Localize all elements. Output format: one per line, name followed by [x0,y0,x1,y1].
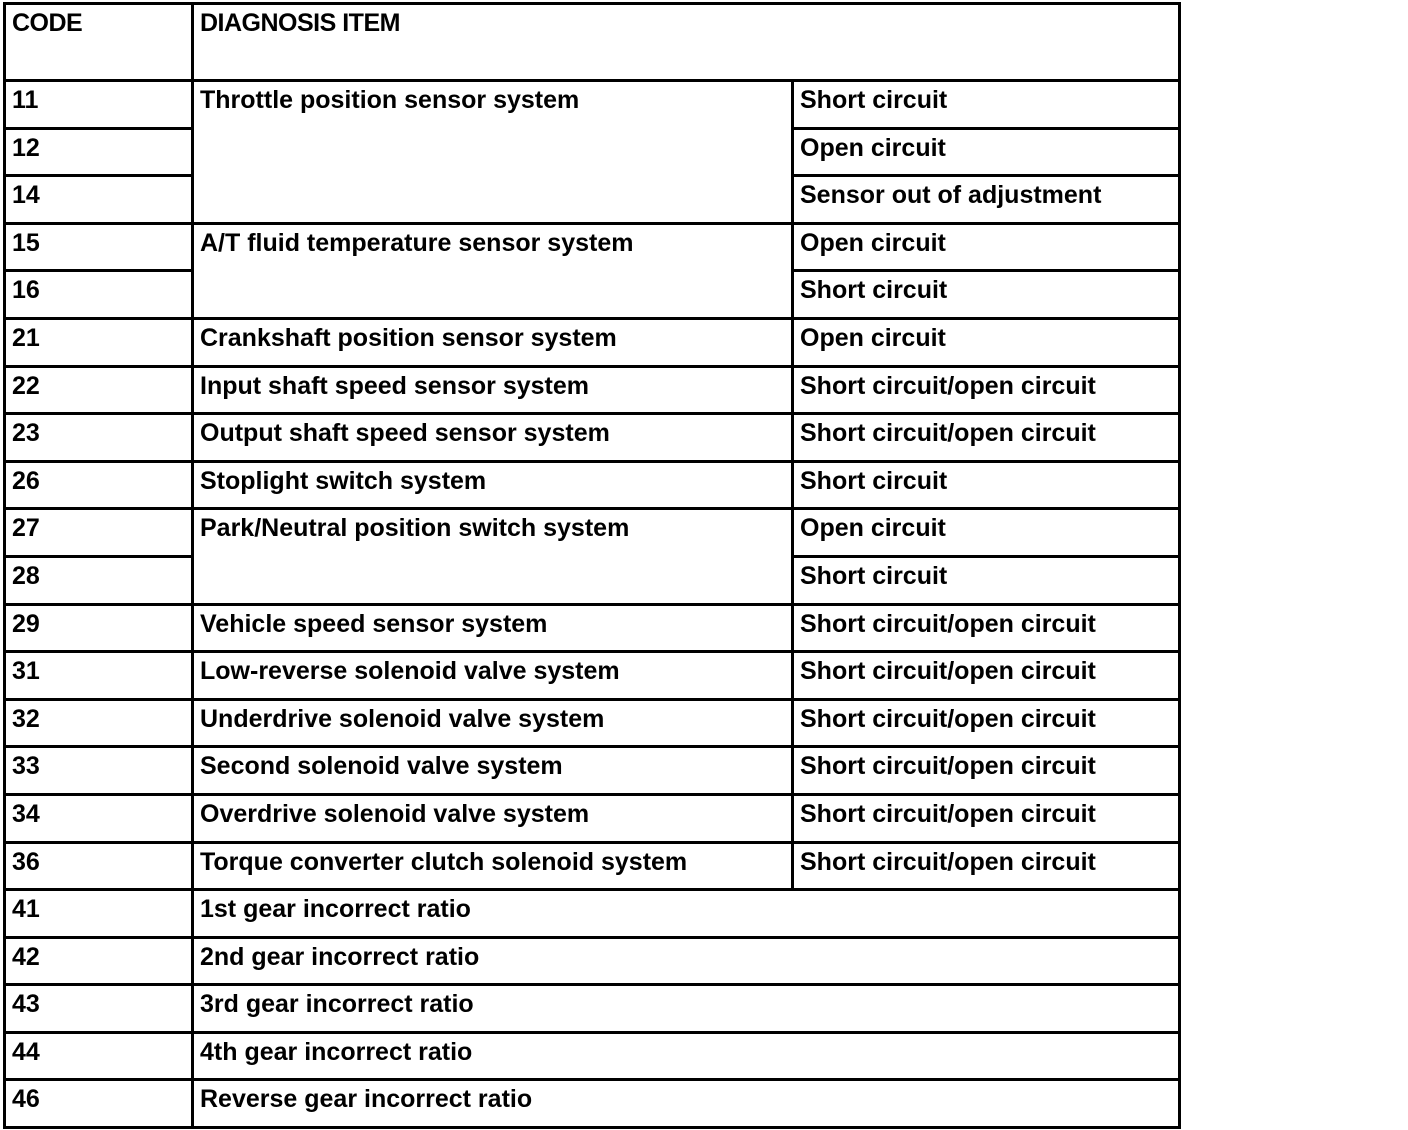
table-row [5,937,1180,985]
code-cell: 46 [5,1080,193,1128]
code-cell: 16 [5,271,193,319]
system-cell: Input shaft speed sensor system [193,366,793,414]
system-cell: Park/Neutral position switch system [193,509,793,604]
code-cell: 31 [5,652,193,700]
table-row [5,794,1180,842]
fault-cell: Short circuit [793,461,1180,509]
table-row [5,1032,1180,1080]
table-row [5,652,1180,700]
system-cell: A/T fluid temperature sensor system [193,223,793,318]
code-cell: 42 [5,937,193,985]
table-row [5,223,1180,271]
code-cell: 41 [5,890,193,938]
fault-cell: Short circuit/open circuit [793,652,1180,700]
table-row [5,1080,1180,1128]
code-cell: 21 [5,318,193,366]
code-cell: 14 [5,176,193,224]
system-cell: Overdrive solenoid valve system [193,794,793,842]
fault-cell: Short circuit/open circuit [793,604,1180,652]
code-cell: 36 [5,842,193,890]
table-row [5,81,1180,129]
table-row [5,842,1180,890]
code-cell: 12 [5,128,193,176]
code-cell: 33 [5,747,193,795]
code-cell: 11 [5,81,193,129]
table-row [5,890,1180,938]
fault-cell: Open circuit [793,128,1180,176]
code-cell: 26 [5,461,193,509]
fault-cell: Open circuit [793,509,1180,557]
table-row [5,699,1180,747]
system-cell: Second solenoid valve system [193,747,793,795]
code-cell: 29 [5,604,193,652]
fault-cell: Short circuit/open circuit [793,699,1180,747]
code-cell: 32 [5,699,193,747]
fault-cell: Open circuit [793,223,1180,271]
code-cell: 28 [5,556,193,604]
code-cell: 15 [5,223,193,271]
table-row [5,985,1180,1033]
code-cell: 27 [5,509,193,557]
system-cell: Throttle position sensor system [193,81,793,224]
fault-cell: Short circuit/open circuit [793,366,1180,414]
system-cell: Torque converter clutch solenoid system [193,842,793,890]
system-cell: Crankshaft position sensor system [193,318,793,366]
fault-cell: Short circuit/open circuit [793,747,1180,795]
table-row [5,366,1180,414]
fault-cell: Short circuit/open circuit [793,794,1180,842]
code-cell: 34 [5,794,193,842]
fault-cell: Short circuit/open circuit [793,842,1180,890]
system-cell: Stoplight switch system [193,461,793,509]
diagnosis-code-table [3,2,1181,1129]
code-cell: 43 [5,985,193,1033]
table-row [5,509,1180,557]
fault-cell: Sensor out of adjustment [793,176,1180,224]
code-cell: 44 [5,1032,193,1080]
fault-cell: Open circuit [793,318,1180,366]
fault-cell: Short circuit [793,81,1180,129]
system-cell: Vehicle speed sensor system [193,604,793,652]
table-row [5,414,1180,462]
table-header-row [5,4,1180,81]
table-row [5,604,1180,652]
header-diagnosis-item: DIAGNOSIS ITEM [193,4,1180,81]
item-cell: Reverse gear incorrect ratio [193,1080,1180,1128]
table-row [5,318,1180,366]
fault-cell: Short circuit/open circuit [793,414,1180,462]
fault-cell: Short circuit [793,271,1180,319]
item-cell: 1st gear incorrect ratio [193,890,1180,938]
table-row [5,461,1180,509]
system-cell: Output shaft speed sensor system [193,414,793,462]
fault-cell: Short circuit [793,556,1180,604]
header-code: CODE [5,4,193,81]
code-cell: 23 [5,414,193,462]
item-cell: 2nd gear incorrect ratio [193,937,1180,985]
system-cell: Underdrive solenoid valve system [193,699,793,747]
code-cell: 22 [5,366,193,414]
item-cell: 3rd gear incorrect ratio [193,985,1180,1033]
item-cell: 4th gear incorrect ratio [193,1032,1180,1080]
system-cell: Low-reverse solenoid valve system [193,652,793,700]
table-row [5,747,1180,795]
